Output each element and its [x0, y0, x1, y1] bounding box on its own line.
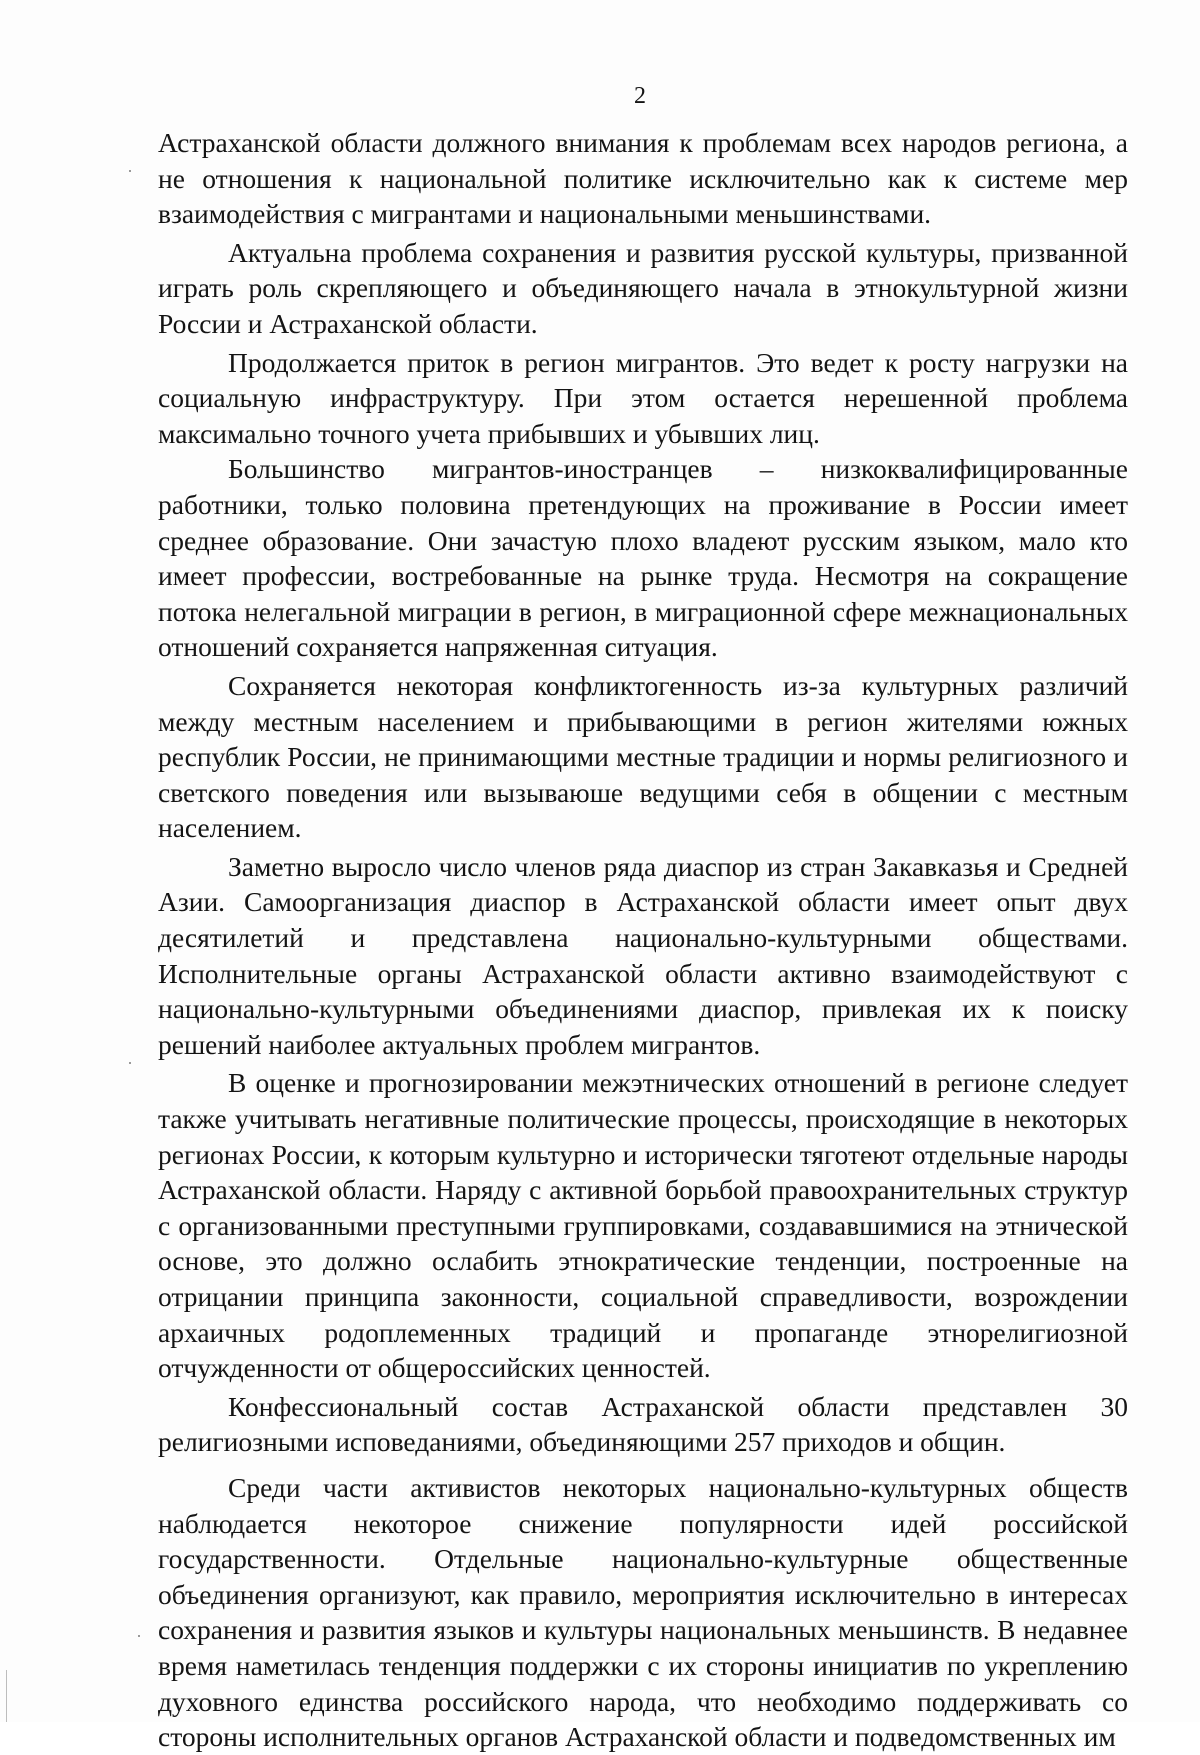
paragraph-9: Среди части активистов некоторых национально-культурных обществ наблюдается некоторое снижение популярности идей российской государственности. Отдельные национально-культурные общественные объединения организуют, как правило, мероприятия исключительно в интересах сохранения и развития языков и культуры национальных меньшинств. В недавнее время наметилась тенденция поддержки с их стороны инициатив по укреплению духовного единства российского народа, что необходимо поддерживать со стороны исполнительных органов Астраханской области и подведомственных им — [158, 1471, 1128, 1753]
paragraph-4: Большинство мигрантов-иностранцев – низкоквалифицированные работники, только половина претендующих на проживание в России имеет среднее образование. Они зачастую плохо владеют русским языком, мало кто имеет профессии, востребованные на рынке труда. Несмотря на сокращение потока нелегальной миграции в регион, в миграционной сфере межнациональных отношений сохраняется напряженная ситуация. — [158, 453, 1128, 663]
page-number: 2 — [634, 83, 646, 109]
paragraph-6: Заметно выросло число членов ряда диаспор из стран Закавказья и Средней Азии. Самоорганизация диаспор в Астраханской области имеет опыт двух десятилетий и представлена национально-культурными обществами. Исполнительные органы Астраханской области активно взаимодействуют с национально-культурными объединениями диаспор, привлекая их к поиску решений наиболее актуальных проблем мигрантов. — [158, 850, 1128, 1060]
document-body — [158, 125, 1128, 1755]
scan-edge-line — [6, 1670, 7, 1722]
scan-speck — [138, 1635, 140, 1637]
paragraph-2: Актуальна проблема сохранения и развития русской культуры, призванной играть роль скрепляющего и объединяющего начала в этнокультурной жизни России и Астраханской области. — [158, 236, 1128, 339]
scan-speck — [129, 1062, 131, 1064]
paragraph-7: В оценке и прогнозировании межэтнических отношений в регионе следует также учитывать негативные политические процессы, происходящие в некоторых регионах России, к которым культурно и исторически тяготеют отдельные народы Астраханской области. Наряду с активной борьбой правоохранительных структур с организованными преступными группировками, создававшимися на этнической основе, это должно ослабить этнократические тенденции, построенные на отрицании принципа законности, социальной справедливости, возрождении архаичных родоплеменных традиций и пропаганде этнорелигиозной отчужденности от общероссийских ценностей. — [158, 1067, 1128, 1384]
paragraph-1: Астраханской области должного внимания к проблемам всех народов региона, а не отношения к национальной политике исключительно как к системе мер взаимодействия с мигрантами и национальными меньшинствами. — [158, 127, 1128, 230]
paragraph-3: Продолжается приток в регион мигрантов. Это ведет к росту нагрузки на социальную инфраструктуру. При этом остается нерешенной проблема максимально точного учета прибывших и убывших лиц. — [158, 346, 1128, 449]
paragraph-8: Конфессиональный состав Астраханской области представлен 30 религиозными исповеданиями, объединяющими 257 приходов и общин. — [158, 1390, 1128, 1458]
paragraph-5: Сохраняется некоторая конфликтогенность из-за культурных различий между местным населением и прибывающими в регион жителями южных республик России, не принимающими местные традиции и нормы религиозного и светского поведения или вызываюше ведущими себя в общении с местным населением. — [158, 669, 1128, 844]
scan-speck — [129, 170, 131, 172]
